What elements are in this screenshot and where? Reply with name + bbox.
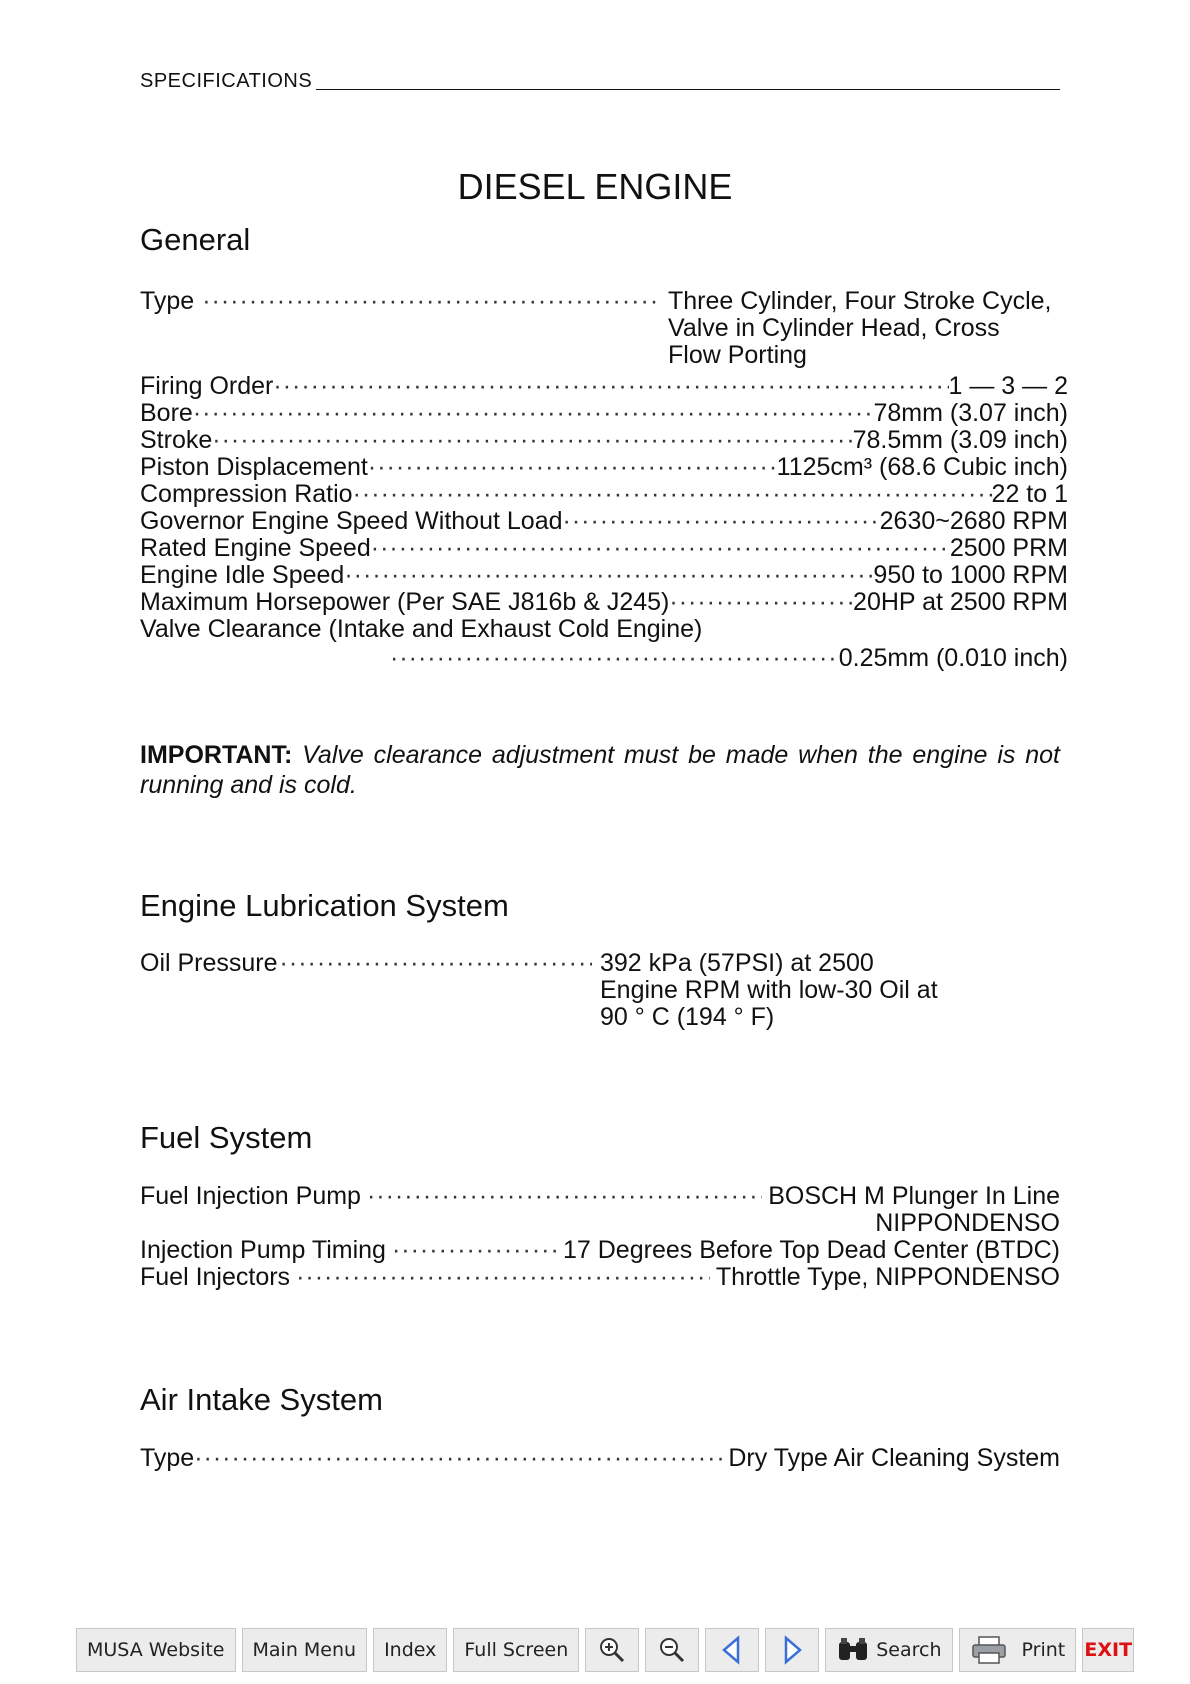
general-type-spec: [140, 288, 1068, 369]
full-screen-button[interactable]: Full Screen: [453, 1628, 579, 1672]
spec-name: Oil Pressure: [140, 949, 278, 977]
spec-value: 2630~2680 RPM: [879, 507, 1068, 535]
spec-name: Injection Pump Timing: [140, 1236, 386, 1264]
leader-dots: [296, 1264, 710, 1291]
spec-name: Type: [140, 287, 195, 315]
spec-name: Rated Engine Speed: [140, 534, 371, 562]
search-button-label: Search: [876, 1639, 942, 1661]
leader-dots: [390, 645, 839, 672]
important-text: Valve clearance adjustment must be made when the engine is not running and is cold.: [140, 741, 1060, 799]
spec-name: Valve Clearance (Intake and Exhaust Cold Engine): [140, 615, 703, 643]
fuel-heading: Fuel System: [140, 1120, 313, 1155]
spec-row: [140, 1237, 1060, 1264]
leader-dots: [194, 1445, 728, 1472]
musa-website-button[interactable]: MUSA Website: [76, 1628, 236, 1672]
spec-row: [140, 589, 1068, 616]
spec-value: Throttle Type, NIPPONDENSO: [715, 1263, 1060, 1291]
spec-row: [140, 1210, 1060, 1237]
zoom-out-button[interactable]: [645, 1628, 699, 1672]
main-menu-button[interactable]: Main Menu: [242, 1628, 368, 1672]
spec-name: Stroke: [140, 426, 213, 454]
spec-value: Three Cylinder, Four Stroke Cycle, Valve in Cylinder Head, Cross Flow Porting: [668, 287, 1052, 369]
spec-value: BOSCH M Plunger In Line: [768, 1182, 1060, 1210]
leader-dots: [212, 427, 852, 454]
search-button[interactable]: [825, 1628, 952, 1672]
binoculars-icon: [836, 1636, 870, 1664]
spec-row: [140, 1183, 1060, 1210]
lubrication-heading: Engine Lubrication System: [140, 888, 509, 923]
spec-row: [140, 373, 1068, 400]
print-button-label: Print: [1021, 1639, 1066, 1661]
spec-name: Piston Displacement: [140, 453, 368, 481]
general-heading: General: [140, 222, 251, 257]
spec-value: 2500 PRM: [949, 534, 1068, 562]
leader-dots: [344, 562, 873, 589]
spec-row: [140, 1264, 1060, 1291]
spec-row: [140, 508, 1068, 535]
header-label: SPECIFICATIONS: [140, 70, 313, 92]
general-spec-list: [140, 373, 1068, 672]
spec-value: 950 to 1000 RPM: [873, 561, 1068, 589]
spec-value: 78mm (3.07 inch): [873, 399, 1068, 427]
leader-dots: [193, 400, 874, 427]
leader-dots: [392, 1237, 557, 1264]
spec-value: 17 Degrees Before Top Dead Center (BTDC): [563, 1236, 1060, 1264]
spec-name: Governor Engine Speed Without Load: [140, 507, 563, 535]
leader-dots: [202, 288, 660, 315]
spec-row: [140, 645, 1068, 672]
exit-button[interactable]: EXIT: [1082, 1628, 1134, 1672]
index-button[interactable]: Index: [373, 1628, 447, 1672]
next-page-button[interactable]: [765, 1628, 819, 1672]
spec-value: 1125cm³ (68.6 Cubic inch): [776, 453, 1068, 481]
print-button[interactable]: [959, 1628, 1077, 1672]
air-spec: [140, 1445, 1060, 1472]
previous-page-button[interactable]: [705, 1628, 759, 1672]
printer-icon: [970, 1635, 1008, 1665]
lubrication-spec: [140, 950, 980, 1031]
spec-value: NIPPONDENSO: [875, 1209, 1060, 1237]
spec-name: Firing Order: [140, 372, 274, 400]
spec-row: [140, 400, 1068, 427]
spec-name: Bore: [140, 399, 193, 427]
important-label: IMPORTANT:: [140, 741, 293, 769]
leader-dots: [273, 373, 948, 400]
spec-name: Type: [140, 1444, 195, 1472]
page-header: [140, 70, 1060, 93]
important-note: [140, 740, 1060, 800]
air-heading: Air Intake System: [140, 1382, 383, 1417]
viewer-toolbar: [76, 1628, 1134, 1672]
leader-dots: [371, 535, 950, 562]
spec-name: Maximum Horsepower (Per SAE J816b & J245): [140, 588, 670, 616]
leader-dots: [280, 950, 592, 977]
leader-dots: [669, 589, 853, 616]
spec-value: Dry Type Air Cleaning System: [728, 1444, 1060, 1472]
spec-row: [140, 427, 1068, 454]
leader-dots: [563, 508, 880, 535]
spec-name: Engine Idle Speed: [140, 561, 345, 589]
spec-value: 0.25mm (0.010 inch): [838, 644, 1068, 672]
page-title: DIESEL ENGINE: [457, 166, 733, 207]
spec-value: 22 to 1: [991, 480, 1068, 508]
spec-value: 1 — 3 — 2: [948, 372, 1068, 400]
spec-name: Fuel Injectors: [140, 1263, 291, 1291]
spec-row: [140, 481, 1068, 508]
zoom-out-icon: [656, 1634, 688, 1666]
spec-name: Compression Ratio: [140, 480, 353, 508]
spec-row: [140, 535, 1068, 562]
header-rule: [316, 89, 1060, 90]
spec-value: 78.5mm (3.09 inch): [852, 426, 1068, 454]
spec-row: [140, 562, 1068, 589]
leader-dots: [353, 481, 992, 508]
right-arrow-icon: [778, 1635, 806, 1665]
zoom-in-icon: [596, 1634, 628, 1666]
left-arrow-icon: [718, 1635, 746, 1665]
spec-value: 392 kPa (57PSI) at 2500 Engine RPM with low-30 Oil at 90 ° C (194 ° F): [600, 949, 938, 1031]
leader-dots: [368, 454, 777, 481]
spec-row: [140, 1445, 1060, 1472]
spec-row: [140, 454, 1068, 481]
spec-value: 20HP at 2500 RPM: [853, 588, 1068, 616]
spec-name: Fuel Injection Pump: [140, 1182, 361, 1210]
fuel-spec-list: [140, 1183, 1060, 1291]
leader-dots: [367, 1183, 762, 1210]
zoom-in-button[interactable]: [585, 1628, 639, 1672]
spec-row: [140, 616, 1068, 643]
